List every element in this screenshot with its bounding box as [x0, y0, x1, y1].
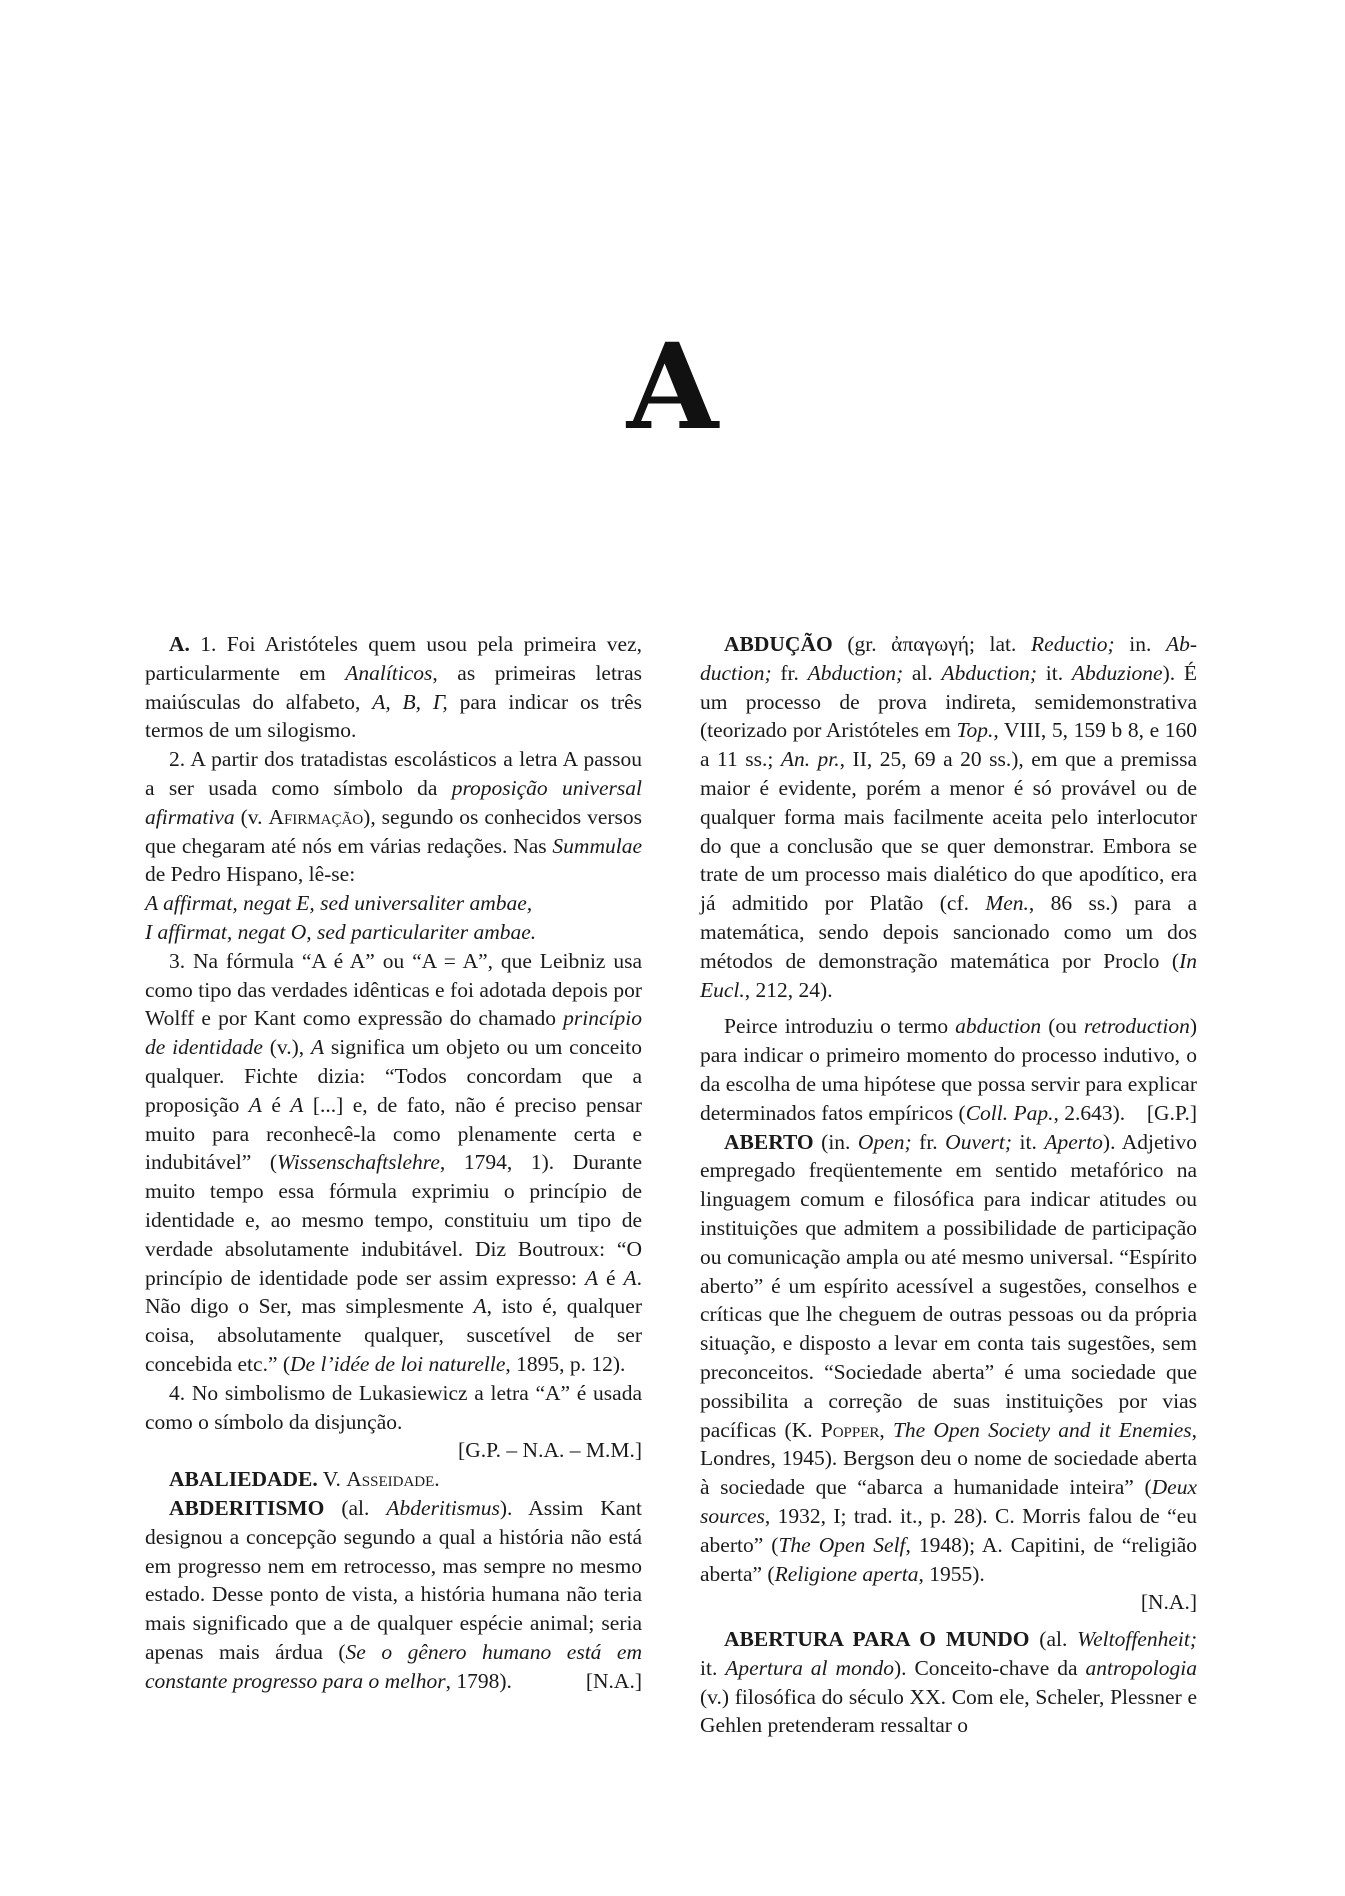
text-run: fr. [911, 1129, 946, 1154]
italic-run: Abduction; [807, 660, 904, 685]
italic-run: De l’idée de loi naturelle [290, 1351, 506, 1376]
text-run: , [879, 1417, 893, 1442]
text-run: , Londres, 1945). Bergson deu o nome de sociedade aberta à sociedade que “abarca a humanidade inteira” ( [700, 1417, 1197, 1500]
text-run: , 1955). [918, 1561, 985, 1586]
entry-headword: ABDUÇÃO [724, 632, 833, 656]
text-run: ). É um processo de prova indireta, semidemonstrativa (teorizado por Aristóteles em [700, 660, 1197, 743]
entry-headword: ABERTO [724, 1129, 814, 1154]
text-run: (v.) filosófica do século XX. Com ele, Scheler, Plessner e Gehlen pretenderam ressaltar o [700, 1684, 1197, 1738]
text-run: (ou [1041, 1014, 1084, 1039]
text-run: , II, 25, 69 a 20 ss.), em que a premissa maior é evidente, porém a menor é só provável ou de qualquer forma mais facilmente aceita pelo interlocutor do que a conclusão que se quer demonstrar. Embora se trate de um processo mais dialético do que apodítico, era já admitido por Platão (cf. [700, 747, 1197, 916]
italic-run: abduction [955, 1014, 1042, 1039]
entry-abderitismo [145, 1494, 642, 1696]
entry-headword: ABALIEDADE. [169, 1467, 318, 1492]
text-run: ), segundo os conhecidos versos que chegaram até nós em várias redações. Nas [145, 804, 643, 858]
text-run: , as primeiras letras maiúsculas do alfabeto, [145, 660, 642, 714]
author-signature: [N.A.] [1140, 1590, 1197, 1615]
latin-verse-1: A affirmat, negat E, sed universaliter ambae, [145, 891, 533, 916]
section-letter: A [626, 317, 719, 456]
italic-run: Abduction; [941, 660, 1038, 685]
text-run: 1. Foi Aristóteles quem usou pela primeira vez, particularmente em [145, 632, 642, 685]
latin-verse-2: I affirmat, negat O, sed particulariter ambae. [145, 919, 537, 944]
text-run: ). Adjetivo empregado freqüentemente em sentido metafórico na linguagem comum e filosófica para indicar atitudes ou instituições que admitem a possibilidade de participação ou comunicação ampla ou até mesmo universal. “Espírito aberto” é um espírito acessível a sugestões, conselhos e críticas que lhe cheguem de outras pessoas ou da própria situação, e disposto a levar em conta tais sugestões, sem preconceitos. “Sociedade aberta” é uma sociedade que possibilita a correção de suas instituições por vias pacíficas (K. [700, 1129, 1197, 1442]
italic-run: Weltoffenheit; [1077, 1627, 1197, 1652]
text-run: . [434, 1467, 440, 1492]
entry-aberto [700, 1128, 1197, 1589]
italic-run: proposição universal afirmativa [145, 775, 642, 829]
entry-abaliedade [145, 1465, 642, 1494]
italic-run: Open; [857, 1129, 912, 1154]
text-run: para indicar os três termos de um silogismo. [145, 689, 642, 743]
italic-run: Men. [985, 891, 1029, 916]
italic-run: A [473, 1294, 487, 1319]
text-run: , 1895, p. 12). [505, 1351, 626, 1376]
small-caps-run: Asseidade [346, 1467, 435, 1492]
text-run: fr. [771, 660, 808, 685]
entry-text [145, 1496, 642, 1693]
text-run: é [598, 1265, 624, 1290]
text-run: it. [1037, 660, 1072, 685]
text-run: 3. Na fórmula “A é A” ou “A = A”, que Leibniz usa como tipo das verdades idênticas e foi adotada depois por Wolff e por Kant como expressão do chamado [145, 948, 642, 1031]
italic-run: Se o gênero humano está em constante progresso para o melhor [145, 1639, 642, 1693]
italic-run: A [623, 1265, 637, 1290]
entry-abducao [700, 630, 1197, 1004]
italic-run: Abduzione [1071, 660, 1163, 685]
italic-run: Religione aperta [774, 1561, 919, 1586]
text-run: , 1798). [445, 1668, 512, 1693]
text-run: , 212, 24). [744, 977, 833, 1002]
text-run: al. [903, 660, 942, 685]
text-run: significa um objeto ou um conceito qualquer. Fichte dizia: “Todos concordam que a proposição [145, 1035, 642, 1117]
italic-run: Ouvert; [945, 1129, 1013, 1154]
right-column [700, 630, 1197, 1740]
small-caps-run: Popper [820, 1417, 880, 1442]
entry-text [318, 1467, 440, 1491]
text-run: (v. [234, 804, 269, 829]
entry-a-2 [145, 745, 642, 889]
text-run: it. [1012, 1129, 1045, 1154]
text-run: Peirce introduziu o termo [724, 1014, 956, 1039]
left-column [145, 630, 642, 1695]
text-run: (v.), [262, 1035, 311, 1060]
italic-run: The Open Self [778, 1532, 906, 1557]
italic-run: Wissenschaftslehre [277, 1150, 440, 1175]
text-run: , 1932, I; trad. it., p. 28). C. Morris falou de “eu aberto” ( [700, 1503, 1197, 1557]
author-signature: [N.A.] [585, 1668, 642, 1693]
text-run: V. [317, 1467, 347, 1492]
italic-run: A [584, 1265, 599, 1290]
text-run: 2. A partir dos tratadistas escolásticos a letra A passou a ser usada como símbolo da [145, 747, 642, 800]
entry-a-1 [145, 630, 642, 745]
italic-run: Reductio; [1031, 632, 1115, 656]
author-signature: [G.P. – N.A. – M.M.] [458, 1438, 642, 1463]
entry-text [700, 632, 1197, 1002]
text-run: ). Conceito-chave da [893, 1655, 1086, 1680]
text-run: de Pedro Hispano, lê-se: [145, 862, 356, 887]
text-run: . Não digo o Ser, mas simplesmente [145, 1265, 642, 1319]
text-run: (in. [813, 1129, 858, 1154]
small-caps-run: Afirmação [268, 804, 364, 829]
author-signature: [G.P.] [1146, 1100, 1197, 1125]
entry-text [145, 632, 642, 742]
text-run: , 1948); A. Capitini, de “religião aberta” ( [700, 1532, 1197, 1586]
text-run: (al. [324, 1495, 387, 1520]
text-run: (al. [1029, 1627, 1078, 1652]
entry-text [700, 1130, 1197, 1586]
text-run: it. [700, 1655, 726, 1680]
text-run: (gr. ἀπαγωγή; lat. [832, 632, 1032, 656]
text-run: , isto é, qualquer coisa, absolutamente qualquer, suscetível de ser concebida etc.” ( [145, 1294, 642, 1376]
entry-text [145, 747, 642, 886]
entry-headword: ABDERITISMO [169, 1495, 325, 1520]
italic-run: Analíticos [345, 660, 433, 685]
italic-run: A [310, 1035, 325, 1060]
text-run: in. [1114, 632, 1166, 656]
italic-run: A [248, 1092, 262, 1117]
italic-run: An. pr. [780, 747, 840, 772]
text-run: ) para indicar o primeiro momento do processo indutivo, o da escolha de uma hipótese que possa servir para explicar determinados fatos empíricos ( [700, 1014, 1197, 1125]
italic-run: Aperto [1044, 1129, 1103, 1154]
text-run: , 1794, 1). Durante muito tempo essa fórmula exprimiu o princípio de identidade e, ao mesmo tempo, constituiu um tipo de verdade absolutamente indubitável. Diz Boutroux: “O princípio de identidade pode ser assim expresso: [145, 1150, 642, 1290]
text-run: é [261, 1092, 291, 1117]
entry-a-3 [145, 947, 642, 1379]
italic-run: Deux sources [700, 1475, 1197, 1528]
text-run: ). Assim Kant designou a concepção segundo a qual a história não está em progresso nem em retrocesso, mas sempre no mesmo estado. Desse ponto de vista, a história humana não teria mais significado que a de qualquer espécie animal; seria apenas mais árdua ( [145, 1495, 642, 1664]
italic-run: Summulae [552, 833, 642, 858]
italic-run: retroduction [1083, 1014, 1190, 1039]
entry-abertura-para-o-mundo [700, 1625, 1197, 1740]
entry-a-4 [145, 1379, 642, 1437]
entry-headword: ABERTURA PARA O MUNDO [724, 1627, 1030, 1652]
entry-text [145, 1381, 642, 1434]
italic-run: Abderitismus [386, 1495, 500, 1520]
italic-run: Top. [956, 718, 994, 743]
text-run: , 86 ss.) para a matemática, sendo depois sancionado como um dos métodos de demonstração matemática por Proclo ( [700, 891, 1197, 973]
entry-headword: A. [169, 632, 190, 656]
text-run: 4. No simbolismo de Lukasiewicz a letra “A” é usada como o símbolo da disjunção. [145, 1380, 642, 1434]
italic-run: In Eucl. [700, 948, 1197, 1002]
italic-run: A [290, 1092, 304, 1117]
entry-abducao-peirce [700, 1012, 1197, 1127]
text-run: [...] e, de fato, não é preciso pensar muito para reconhecê-la como plenamente certa e indubitável” ( [145, 1092, 643, 1175]
italic-run: princípio de identidade [145, 1006, 642, 1060]
italic-run: The Open Society and it Enemies [892, 1417, 1192, 1442]
text-run: , 2.643). [1053, 1100, 1126, 1125]
entry-text [145, 949, 642, 1376]
italic-run: Coll. Pap. [965, 1100, 1054, 1125]
italic-run: Abduction; [700, 632, 1197, 685]
italic-run: antropologia [1085, 1655, 1197, 1680]
italic-run: Apertura al mondo [725, 1655, 894, 1680]
italic-run: A, B, Γ, [372, 689, 448, 714]
text-run: , VIII, 5, 159 b 8, e 160 a 11 ss.; [700, 718, 1197, 772]
